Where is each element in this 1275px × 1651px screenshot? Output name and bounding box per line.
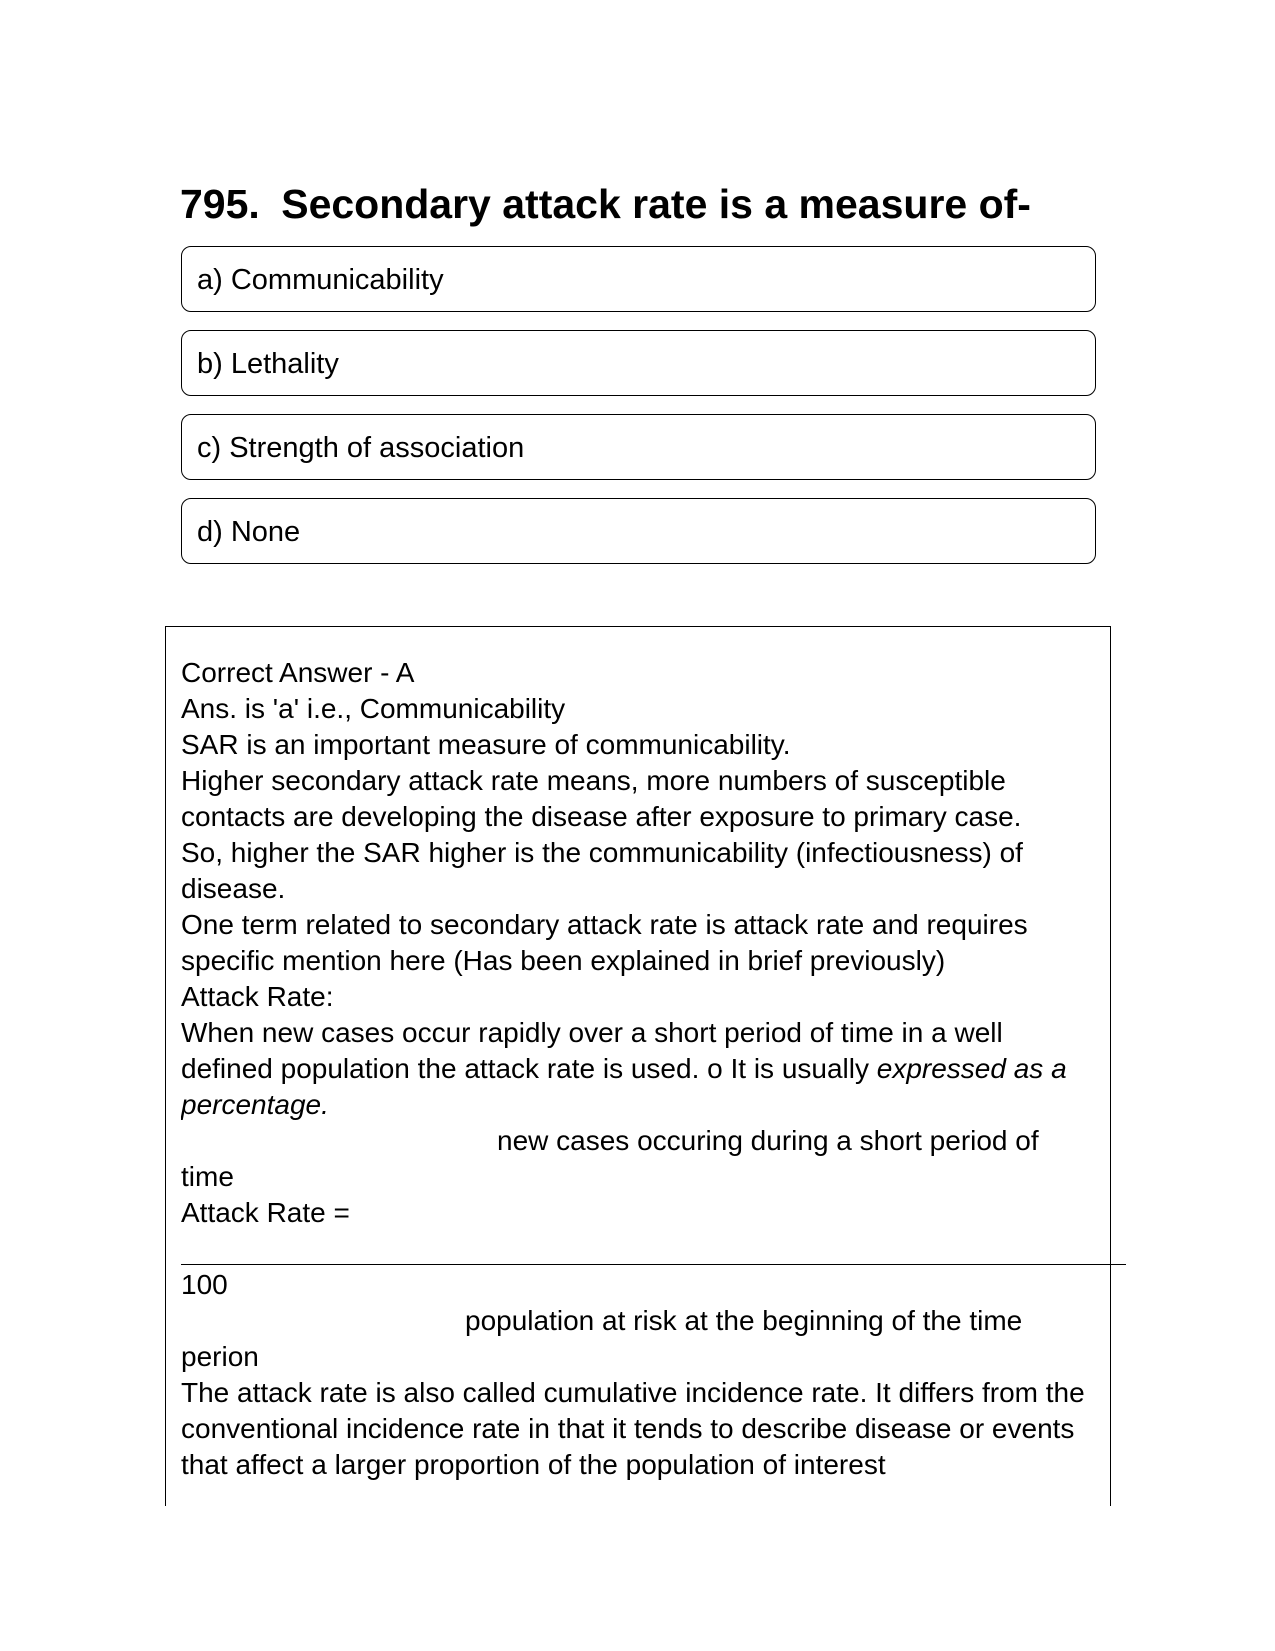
attack-rate-heading: Attack Rate: [181, 981, 334, 1012]
formula-numerator: new cases occuring during a short period of [497, 1125, 1039, 1156]
answer-line: Ans. is 'a' i.e., Communicability [181, 693, 566, 724]
bullet-item: Higher secondary attack rate means, more numbers of susceptible contacts are developing the disease after exposure to primary case. [181, 763, 1101, 835]
formula-label: Attack Rate = [181, 1197, 350, 1228]
option-a[interactable]: a) Communicability [181, 246, 1096, 312]
question-title [180, 176, 1031, 232]
option-c[interactable]: c) Strength of association [181, 414, 1096, 480]
formula-multiplier: 100 [181, 1269, 228, 1300]
attack-rate-desc: When new cases occur rapidly over a short period of time in a well defined population the attack rate is used. o It is usually [181, 1017, 1003, 1084]
option-d[interactable]: d) None [181, 498, 1096, 564]
question-text: Secondary attack rate is a measure of- [281, 181, 1031, 227]
formula-numerator-cont: time [181, 1161, 234, 1192]
fraction-line [181, 1264, 1126, 1265]
question-number: 795. [180, 181, 260, 227]
bullet-item: So, higher the SAR higher is the communicability (infectiousness) of disease. [181, 835, 1101, 907]
option-b[interactable]: b) Lethality [181, 330, 1096, 396]
attack-rate-desc-italic: expressed as a percentage. [181, 1053, 1067, 1120]
related-term-text: One term related to secondary attack rate is attack rate and requires specific mention here (Has been explained in brief previously) [181, 909, 1028, 976]
formula-denominator-cont: perion [181, 1341, 259, 1372]
correct-answer: Correct Answer - A [181, 657, 415, 688]
formula-denominator: population at risk at the beginning of the time [465, 1305, 1023, 1336]
cumulative-incidence-text: The attack rate is also called cumulative incidence rate. It differs from the conventional incidence rate in that it tends to describe disease or events that affect a larger proportion of the population of interest [181, 1377, 1085, 1480]
attack-rate-description [181, 1015, 1101, 1123]
answer-explanation [181, 655, 1101, 1503]
bullet-item: SAR is an important measure of communicability. [181, 727, 1101, 763]
